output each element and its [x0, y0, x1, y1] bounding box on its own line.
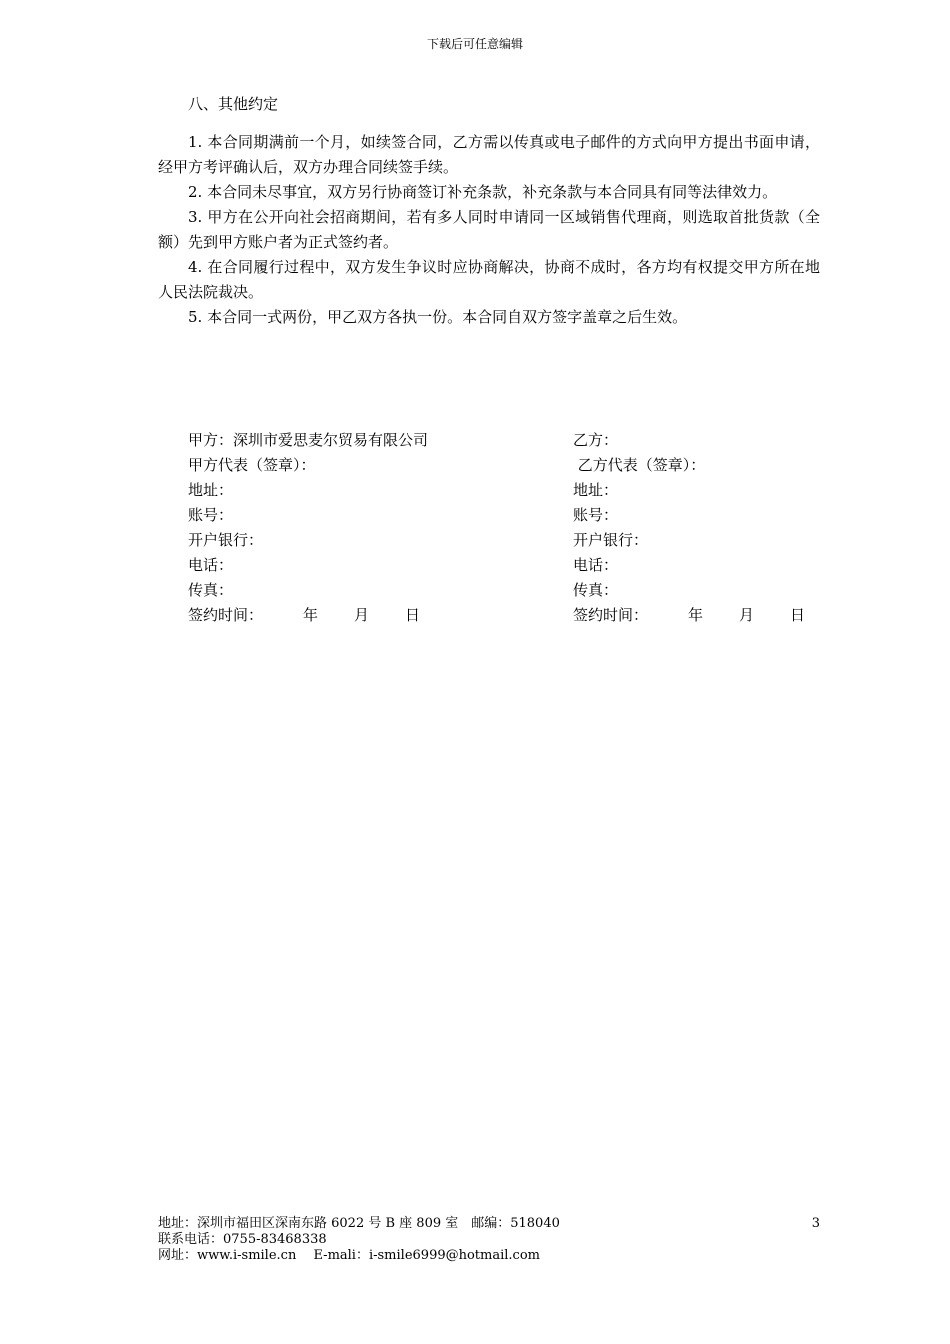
footer-address: 地址：深圳市福田区深南东路 6022 号 B 座 809 室 邮编：518040 — [158, 1216, 560, 1231]
clause-1: 1. 本合同期满前一个月，如续签合同，乙方需以传真或电子邮件的方式向甲方提出书面申请，经甲方考评确认后，双方办理合同续签手续。 — [158, 133, 820, 176]
footer-web: 网址：www.i-smile.cn E-mali：i-smile6999@hotmail.com — [158, 1248, 540, 1263]
party-a-address: 地址： — [188, 481, 234, 499]
party-a-rep: 甲方代表（签章）： — [188, 456, 316, 474]
party-a-year: 年 — [303, 606, 319, 624]
page-header: 下载后可任意编辑 — [426, 37, 523, 51]
party-b-phone: 电话： — [573, 556, 619, 574]
clause-2: 2. 本合同未尽事宜，双方另行协商签订补充条款，补充条款与本合同具有同等法律效力。 — [188, 183, 778, 201]
party-a-phone: 电话： — [188, 556, 234, 574]
party-b-month: 月 — [739, 606, 755, 624]
clause-4: 4. 在合同履行过程中，双方发生争议时应协商解决，协商不成时，各方均有权提交甲方所在地人民法院裁决。 — [158, 258, 820, 301]
party-b-sign-time-label: 签约时间： — [573, 606, 649, 624]
footer-phone: 联系电话：0755-83468338 — [158, 1232, 327, 1247]
party-a-day: 日 — [405, 606, 421, 624]
page-number: 3 — [811, 1216, 820, 1231]
party-b-year: 年 — [688, 606, 704, 624]
page-footer — [158, 1216, 820, 1264]
party-a-fax: 传真： — [188, 581, 234, 599]
section-title: 八、其他约定 — [188, 95, 279, 113]
party-a-block — [188, 428, 548, 628]
clause-5: 5. 本合同一式两份，甲乙双方各执一份。本合同自双方签字盖章之后生效。 — [188, 308, 688, 326]
party-a-name: 甲方：深圳市爱思麦尔贸易有限公司 — [188, 431, 429, 449]
party-a-account: 账号： — [188, 506, 234, 524]
party-b-block — [573, 428, 873, 628]
party-a-sign-time-label: 签约时间： — [188, 606, 264, 624]
party-b-bank: 开户银行： — [573, 531, 649, 549]
party-b-fax: 传真： — [573, 581, 619, 599]
party-b-rep: 乙方代表（签章）： — [573, 456, 706, 474]
party-b-sign-time-row — [573, 603, 873, 628]
party-b-account: 账号： — [573, 506, 619, 524]
party-b-name: 乙方： — [573, 431, 619, 449]
party-a-bank: 开户银行： — [188, 531, 264, 549]
party-b-day: 日 — [790, 606, 806, 624]
party-a-sign-time-row — [188, 603, 548, 628]
party-b-address: 地址： — [573, 481, 619, 499]
clause-3: 3. 甲方在公开向社会招商期间，若有多人同时申请同一区域销售代理商，则选取首批货款（全额）先到甲方账户者为正式签约者。 — [158, 208, 820, 251]
party-a-month: 月 — [354, 606, 370, 624]
clause-list — [158, 130, 820, 330]
